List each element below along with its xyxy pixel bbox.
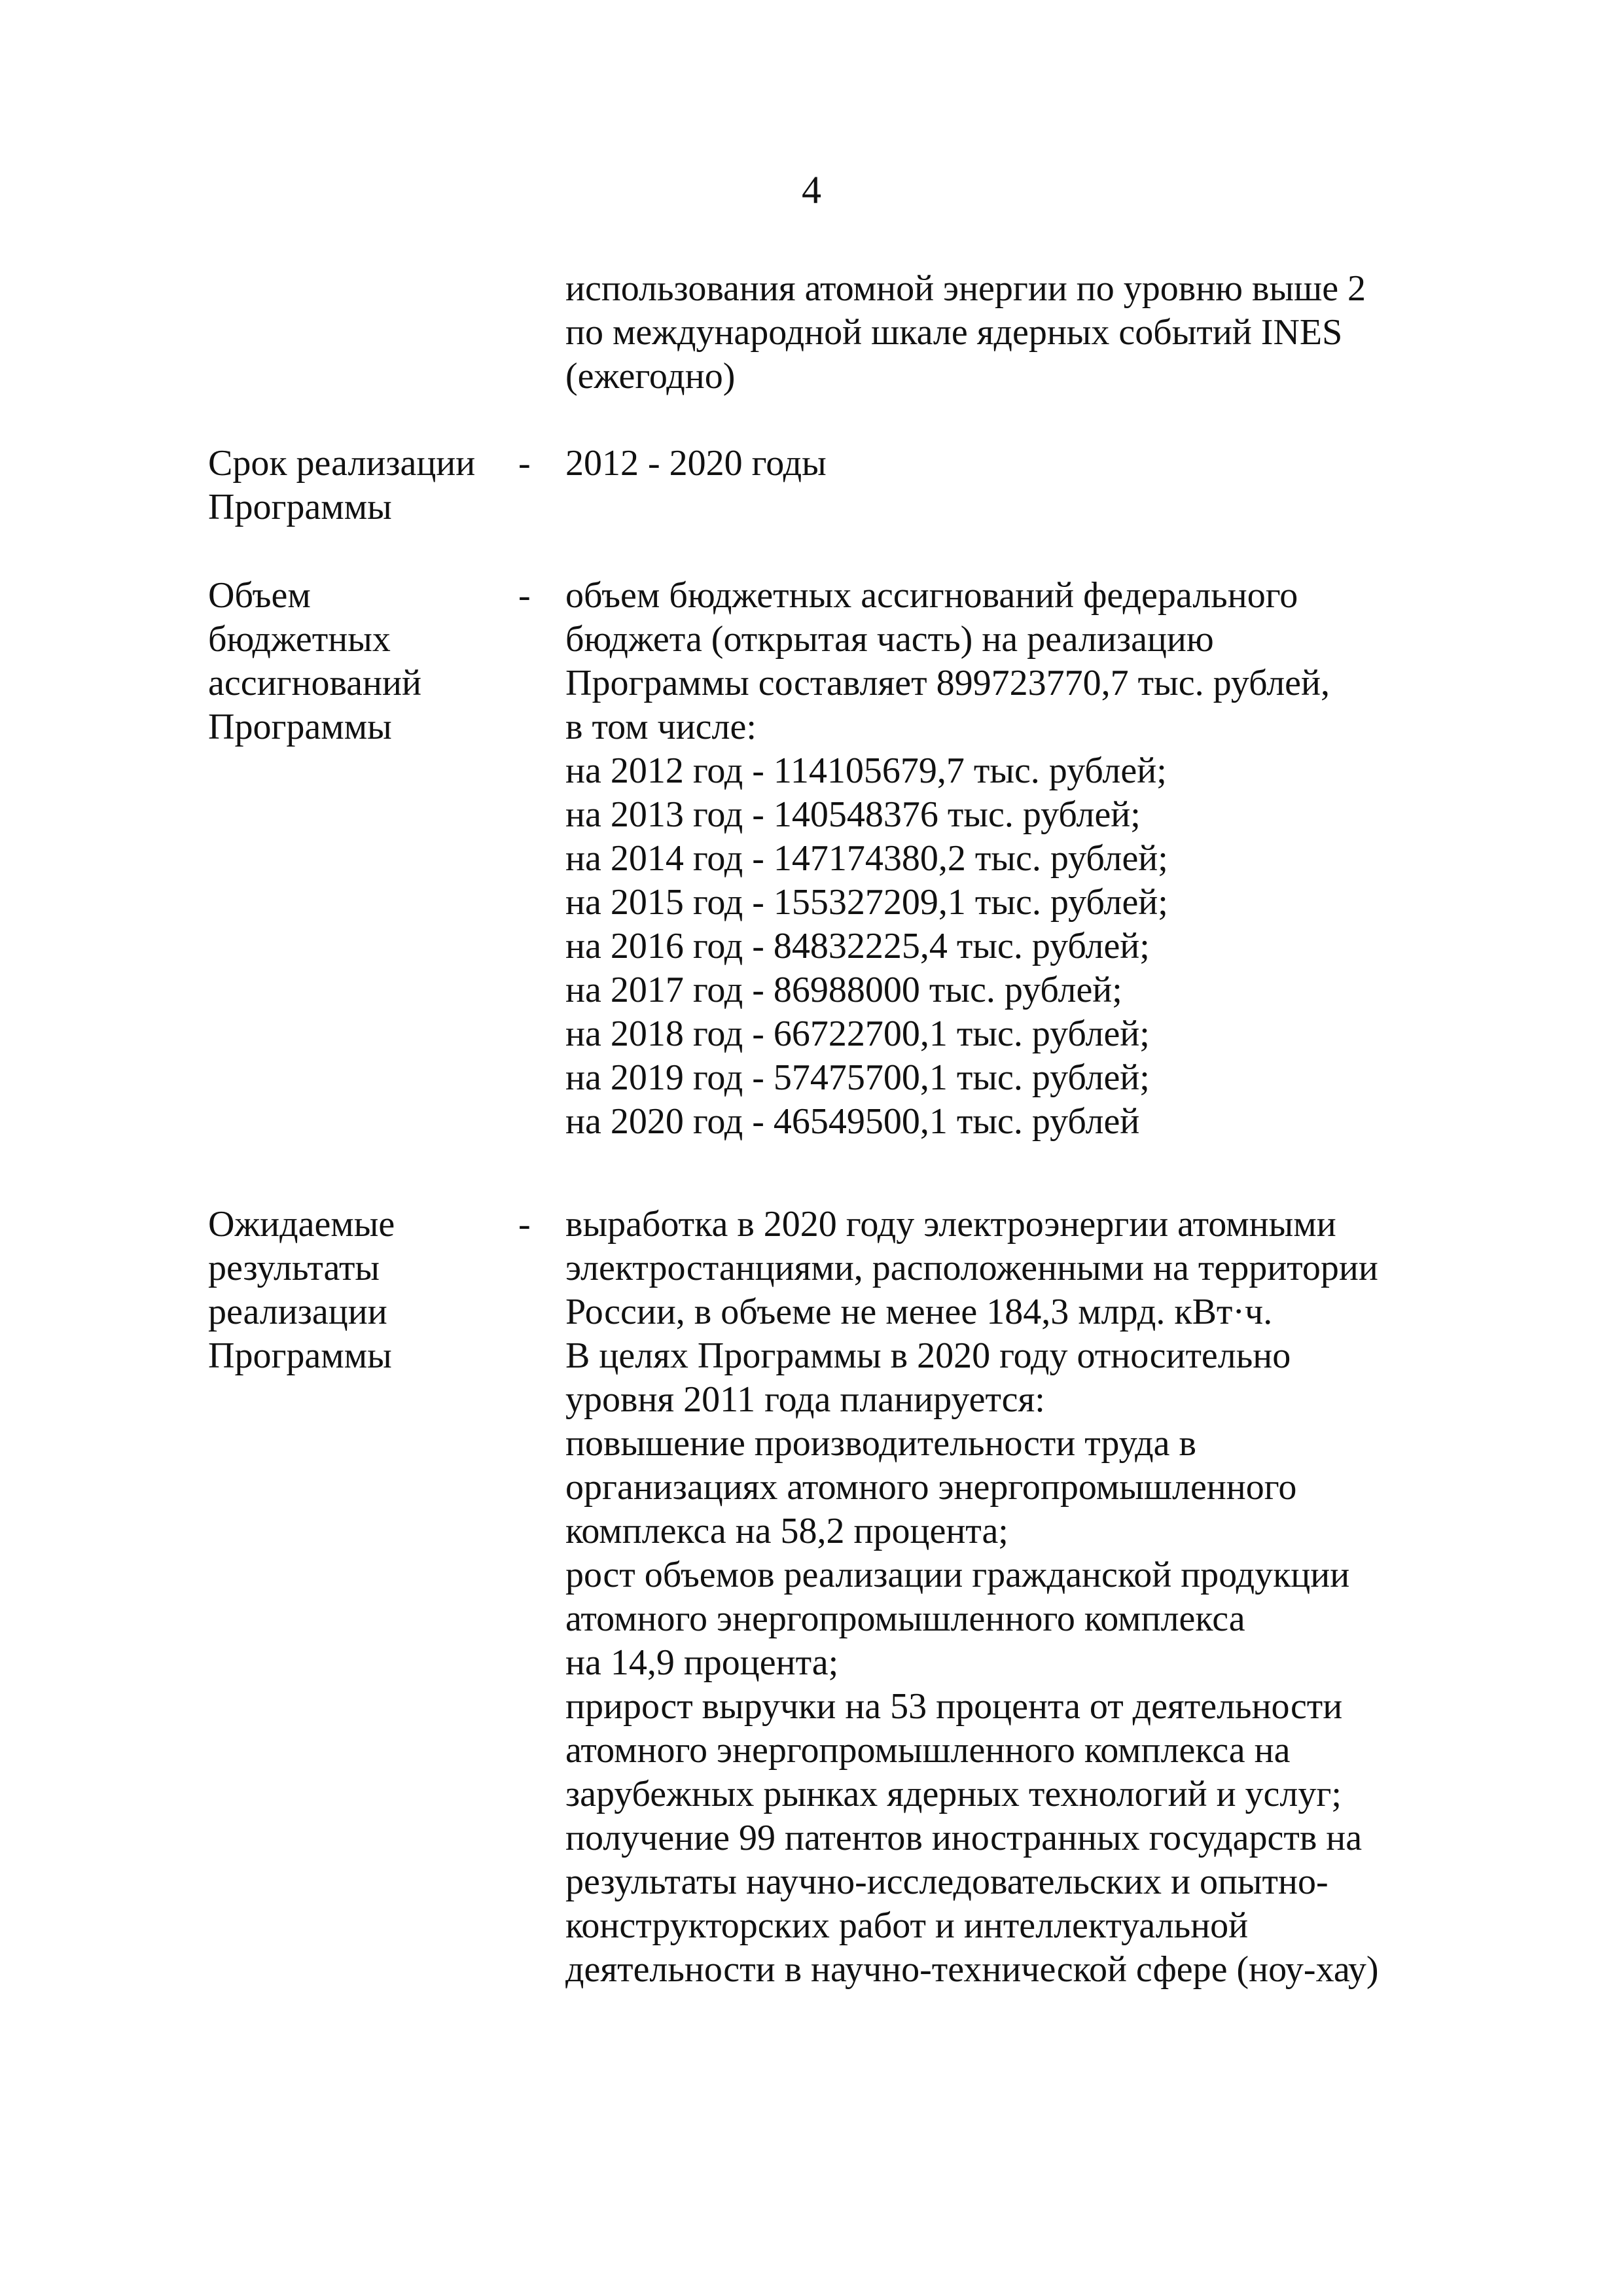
row-value-line: уровня 2011 года планируется: xyxy=(565,1379,1045,1420)
row-value-line: на 2014 год - 147174380,2 тыс. рублей; xyxy=(565,838,1168,879)
row-value-line: электростанциями, расположенными на территории xyxy=(565,1248,1378,1288)
row-value-line: на 2013 год - 140548376 тыс. рублей; xyxy=(565,794,1141,835)
row-label-line: Срок реализации xyxy=(208,443,476,484)
row-value-line: Программы составляет 899723770,7 тыс. рублей, xyxy=(565,663,1330,703)
row-dash: - xyxy=(518,575,531,616)
row-value-line: бюджета (открытая часть) на реализацию xyxy=(565,619,1214,660)
row-label-line: результаты xyxy=(208,1248,380,1288)
row-label-line: Программы xyxy=(208,487,392,527)
row-value-line: России, в объеме не менее 184,3 млрд. кВт·ч. xyxy=(565,1292,1273,1332)
row-value-line: на 2017 год - 86988000 тыс. рублей; xyxy=(565,970,1122,1010)
row-value-line: на 14,9 процента; xyxy=(565,1642,839,1683)
row-value-line: комплекса на 58,2 процента; xyxy=(565,1511,1008,1551)
row-value-line: атомного энергопромышленного комплекса на xyxy=(565,1730,1291,1771)
intro-line: (ежегодно) xyxy=(565,356,736,397)
row-label-line: реализации xyxy=(208,1292,387,1332)
row-value-line: на 2019 год - 57475700,1 тыс. рублей; xyxy=(565,1057,1150,1098)
row-value-line: на 2016 год - 84832225,4 тыс. рублей; xyxy=(565,926,1150,966)
row-value-line: организациях атомного энергопромышленного xyxy=(565,1467,1297,1508)
row-value-line: на 2020 год - 46549500,1 тыс. рублей xyxy=(565,1101,1140,1142)
row-value-line: выработка в 2020 году электроэнергии атомными xyxy=(565,1204,1336,1245)
row-value-line: результаты научно-исследовательских и опытно- xyxy=(565,1862,1329,1902)
row-value-line: на 2018 год - 66722700,1 тыс. рублей; xyxy=(565,1014,1150,1054)
row-value-line: 2012 - 2020 годы xyxy=(565,443,827,484)
page-number: 4 xyxy=(802,168,821,211)
row-label-line: бюджетных xyxy=(208,619,391,660)
row-dash: - xyxy=(518,1204,531,1245)
row-label-line: Объем xyxy=(208,575,311,616)
row-label-line: Ожидаемые xyxy=(208,1204,395,1245)
row-label-line: Программы xyxy=(208,1335,392,1376)
row-label-line: Программы xyxy=(208,707,392,747)
row-dash: - xyxy=(518,443,531,484)
row-value-line: повышение производительности труда в xyxy=(565,1423,1196,1464)
row-value-line: В целях Программы в 2020 году относительно xyxy=(565,1335,1291,1376)
intro-line: использования атомной энергии по уровню выше 2 xyxy=(565,268,1366,309)
row-value-line: на 2012 год - 114105679,7 тыс. рублей; xyxy=(565,751,1167,791)
row-value-line: объем бюджетных ассигнований федерального xyxy=(565,575,1298,616)
row-value-line: прирост выручки на 53 процента от деятельности xyxy=(565,1686,1343,1727)
row-value-line: получение 99 патентов иностранных государств на xyxy=(565,1818,1363,1858)
intro-line: по международной шкале ядерных событий INES xyxy=(565,312,1343,353)
row-value-line: рост объемов реализации гражданской продукции xyxy=(565,1555,1350,1595)
row-value-line: атомного энергопромышленного комплекса xyxy=(565,1598,1245,1639)
row-value-line: конструкторских работ и интеллектуальной xyxy=(565,1905,1249,1946)
row-value-line: на 2015 год - 155327209,1 тыс. рублей; xyxy=(565,882,1168,923)
row-value-line: в том числе: xyxy=(565,707,757,747)
row-label-line: ассигнований xyxy=(208,663,421,703)
row-value-line: деятельности в научно-технической сфере (ноу-хау) xyxy=(565,1949,1379,1990)
row-value-line: зарубежных рынках ядерных технологий и услуг; xyxy=(565,1774,1342,1814)
